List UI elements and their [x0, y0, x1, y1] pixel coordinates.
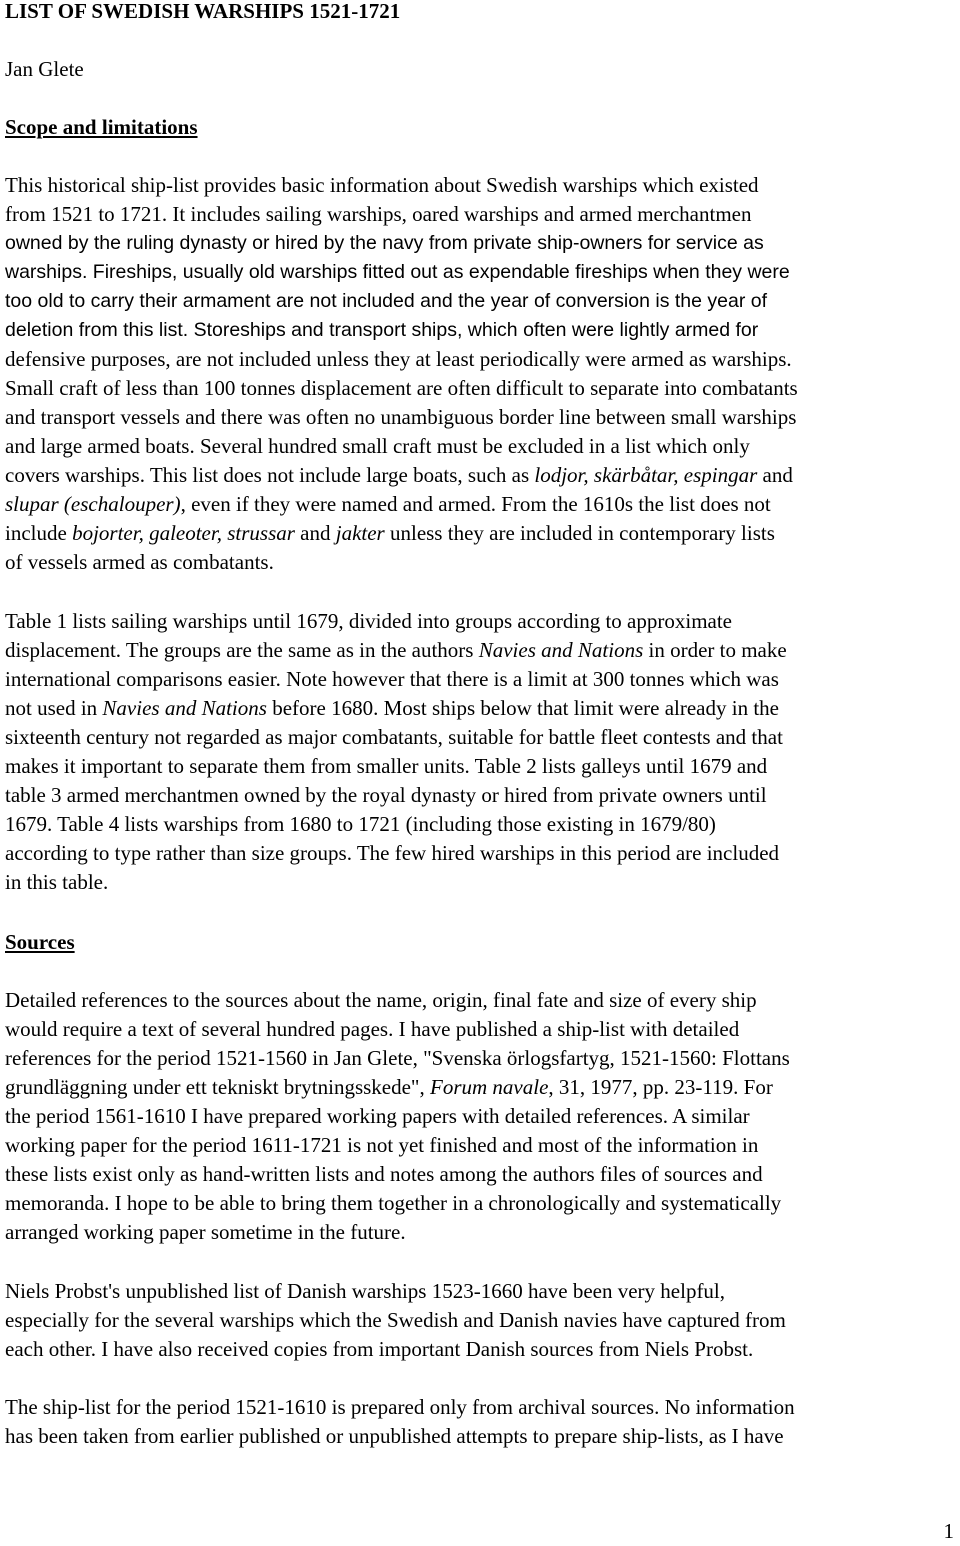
text-line: Niels Probst's unpublished list of Danish warships 1523-1660 have been very helpful, — [5, 1279, 726, 1303]
text-line: 1679. Table 4 lists warships from 1680 to 1721 (including those existing in 1679/80) — [5, 812, 716, 836]
italic-term: Navies and Nations — [478, 638, 644, 662]
text-line: owned by the ruling dynasty or hired by the navy from private ship-owners for service as — [5, 232, 764, 254]
text-run: and — [757, 463, 793, 487]
text-line: Detailed references to the sources about the name, origin, final fate and size of every ship — [5, 988, 757, 1012]
text-line: defensive purposes, are not included unless they at least periodically were armed as warships. — [5, 347, 792, 371]
text-line — [5, 636, 955, 665]
text-line: and transport vessels and there was often no unambiguous border line between small warships — [5, 405, 797, 429]
text-line: especially for the several warships which the Swedish and Danish navies have captured from — [5, 1308, 786, 1332]
document-title: LIST OF SWEDISH WARSHIPS 1521-1721 — [5, 0, 401, 23]
page-number: 1 — [943, 1519, 954, 1543]
text-line: Small craft of less than 100 tonnes displacement are often difficult to separate into combatants — [5, 376, 798, 400]
italic-term: bojorter, galeoter, strussar — [72, 521, 295, 545]
text-line — [5, 490, 955, 519]
text-line: makes it important to separate them from smaller units. Table 2 lists galleys until 1679 and — [5, 754, 768, 778]
text-run: grundläggning under ett tekniskt brytningsskede", — [5, 1075, 431, 1099]
text-line: This historical ship-list provides basic information about Swedish warships which existed — [5, 173, 759, 197]
text-line: warships. Fireships, usually old warships fitted out as expendable fireships when they were — [5, 261, 790, 283]
italic-term: lodjor, skärbåtar, espingar — [534, 463, 758, 487]
text-line: according to type rather than size groups. The few hired warships in this period are included — [5, 841, 780, 865]
text-line: references for the period 1521-1560 in Jan Glete, "Svenska örlogsfartyg, 1521-1560: Flottans — [5, 1046, 790, 1070]
text-line: Table 1 lists sailing warships until 1679, divided into groups according to approximate — [5, 609, 733, 633]
paragraph-scope-2 — [5, 607, 955, 897]
text-line — [5, 461, 955, 490]
italic-term: Forum navale — [430, 1075, 549, 1099]
paragraph-scope-1 — [5, 171, 955, 577]
text-line: working paper for the period 1611-1721 is not yet finished and most of the information in — [5, 1133, 759, 1157]
italic-term: slupar (eschalouper) — [5, 492, 181, 516]
text-run: displacement. The groups are the same as in the authors — [5, 638, 479, 662]
italic-term: jakter — [335, 521, 385, 545]
text-run: , even if they were named and armed. From the 1610s the list does not — [180, 492, 771, 516]
section-heading-sources: Sources — [5, 930, 75, 954]
text-line: these lists exist only as hand-written lists and notes among the authors files of sources and — [5, 1162, 763, 1186]
paragraph-sources-1 — [5, 986, 955, 1247]
text-line: The ship-list for the period 1521-1610 is prepared only from archival sources. No information — [5, 1395, 795, 1419]
text-line: sixteenth century not regarded as major combatants, suitable for battle fleet contests and that — [5, 725, 783, 749]
text-run: covers warships. This list does not include large boats, such as — [5, 463, 535, 487]
text-line — [5, 1073, 955, 1102]
section-heading-scope: Scope and limitations — [5, 115, 198, 139]
text-line: from 1521 to 1721. It includes sailing warships, oared warships and armed merchantmen — [5, 202, 752, 226]
text-run: include — [5, 521, 73, 545]
text-line: table 3 armed merchantmen owned by the royal dynasty or hired from private owners until — [5, 783, 767, 807]
text-line — [5, 519, 955, 548]
author-name: Jan Glete — [5, 57, 84, 81]
text-line: deletion from this list. Storeships and transport ships, which often were lightly armed for — [5, 319, 759, 341]
text-line: and large armed boats. Several hundred small craft must be excluded in a list which only — [5, 434, 750, 458]
text-run: , 31, 1977, pp. 23-119. For — [548, 1075, 773, 1099]
text-line: international comparisons easier. Note however that there is a limit at 300 tonnes which was — [5, 667, 779, 691]
text-line: too old to carry their armament are not included and the year of conversion is the year of — [5, 290, 767, 312]
text-run: unless they are included in contemporary lists — [384, 521, 775, 545]
italic-term: Navies and Nations — [102, 696, 267, 720]
text-line: of vessels armed as combatants. — [5, 550, 274, 574]
text-line: arranged working paper sometime in the future. — [5, 1220, 406, 1244]
text-line — [5, 694, 955, 723]
text-line: the period 1561-1610 I have prepared working papers with detailed references. A similar — [5, 1104, 750, 1128]
text-run: and — [294, 521, 336, 545]
text-run: before 1680. Most ships below that limit were already in the — [266, 696, 779, 720]
text-run: in order to make — [643, 638, 787, 662]
text-line: in this table. — [5, 870, 109, 894]
text-line: has been taken from earlier published or unpublished attempts to prepare ship-lists, as I have — [5, 1424, 784, 1448]
paragraph-sources-2 — [5, 1277, 955, 1364]
text-run: not used in — [5, 696, 103, 720]
text-line: would require a text of several hundred pages. I have published a ship-list with detailed — [5, 1017, 740, 1041]
paragraph-sources-3 — [5, 1393, 955, 1451]
text-line: memoranda. I hope to be able to bring them together in a chronologically and systematically — [5, 1191, 782, 1215]
text-line: each other. I have also received copies from important Danish sources from Niels Probst. — [5, 1337, 754, 1361]
